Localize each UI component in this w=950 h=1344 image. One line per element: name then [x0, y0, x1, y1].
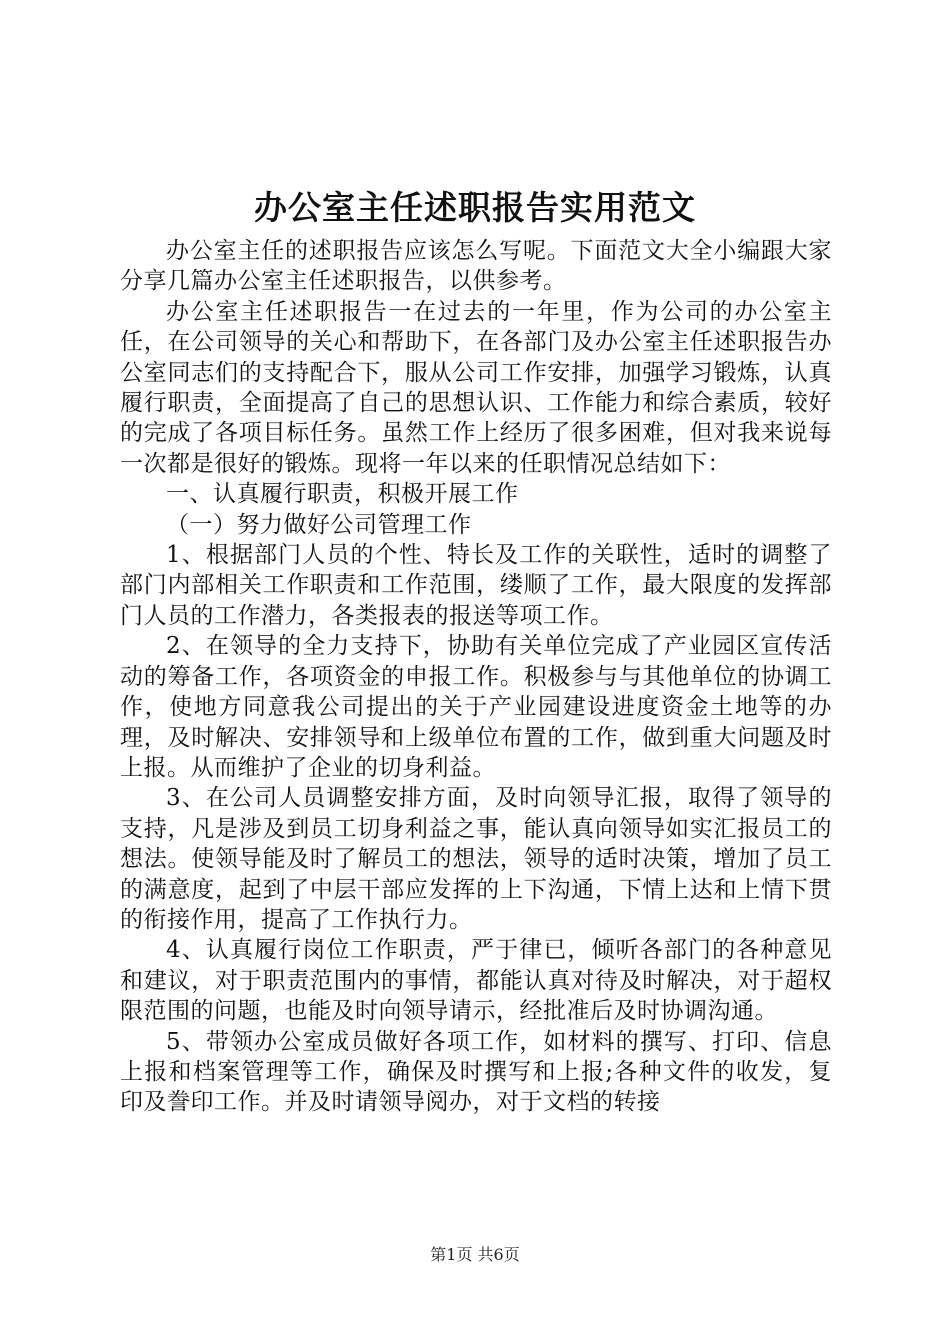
- document-title: 办公室主任述职报告实用范文: [254, 188, 696, 227]
- item-paragraph-4: 4、认真履行岗位工作职责，严于律已，倾听各部门的各种意见和建议，对于职责范围内的事情，都能认真对待及时解决，对于超权限范围的问题，也能及时向领导请示，经批准后及时协调沟通。: [120, 937, 832, 1025]
- report-opening-paragraph: 办公室主任述职报告一在过去的一年里，作为公司的办公室主任，在公司领导的关心和帮助下，在各部门及办公室主任述职报告办公室同志们的支持配合下，服从公司工作安排，加强学习锻炼，认真履行职责，全面提高了自己的思想认识、工作能力和综合素质，较好的完成了各项目标任务。虽然工作上经历了很多困难，但对我来说每一次都是很好的锻炼。现将一年以来的任职情况总结如下：: [120, 298, 832, 477]
- document-body: [120, 236, 832, 1118]
- item-paragraph-1: 1、根据部门人员的个性、特长及工作的关联性，适时的调整了部门内部相关工作职责和工作范围，缕顺了工作，最大限度的发挥部门人员的工作潜力，各类报表的报送等项工作。: [120, 542, 832, 629]
- item-paragraph-5: 5、带领办公室成员做好各项工作，如材料的撰写、打印、信息上报和档案管理等工作，确保及时撰写和上报;各种文件的收发，复印及誊印工作。并及时请领导阅办，对于文档的转接: [120, 1028, 832, 1116]
- intro-paragraph: 办公室主任的述职报告应该怎么写呢。下面范文大全小编跟大家分享几篇办公室主任述职报告，以供参考。: [120, 238, 832, 295]
- page-number-footer: 第1页 共6页: [430, 1245, 520, 1264]
- item-paragraph-2: 2、在领导的全力支持下，协助有关单位完成了产业园区宣传活动的筹备工作，各项资金的申报工作。积极参与与其他单位的协调工作，使地方同意我公司提出的关于产业园建设进度资金土地等的办理，及时解决、安排领导和上级单位布置的工作，做到重大问题及时上报。从而维护了企业的切身利益。: [120, 633, 832, 781]
- section-heading: 一、认真履行职责，积极开展工作: [166, 481, 519, 508]
- item-paragraph-3: 3、在公司人员调整安排方面，及时向领导汇报，取得了领导的支持，凡是涉及到员工切身利益之事，能认真向领导如实汇报员工的想法。使领导能及时了解员工的想法，领导的适时决策，增加了员工的满意度，起到了中层干部应发挥的上下沟通，下情上达和上情下贯的衔接作用，提高了工作执行力。: [120, 785, 832, 933]
- subsection-heading: （一）努力做好公司管理工作: [166, 511, 472, 538]
